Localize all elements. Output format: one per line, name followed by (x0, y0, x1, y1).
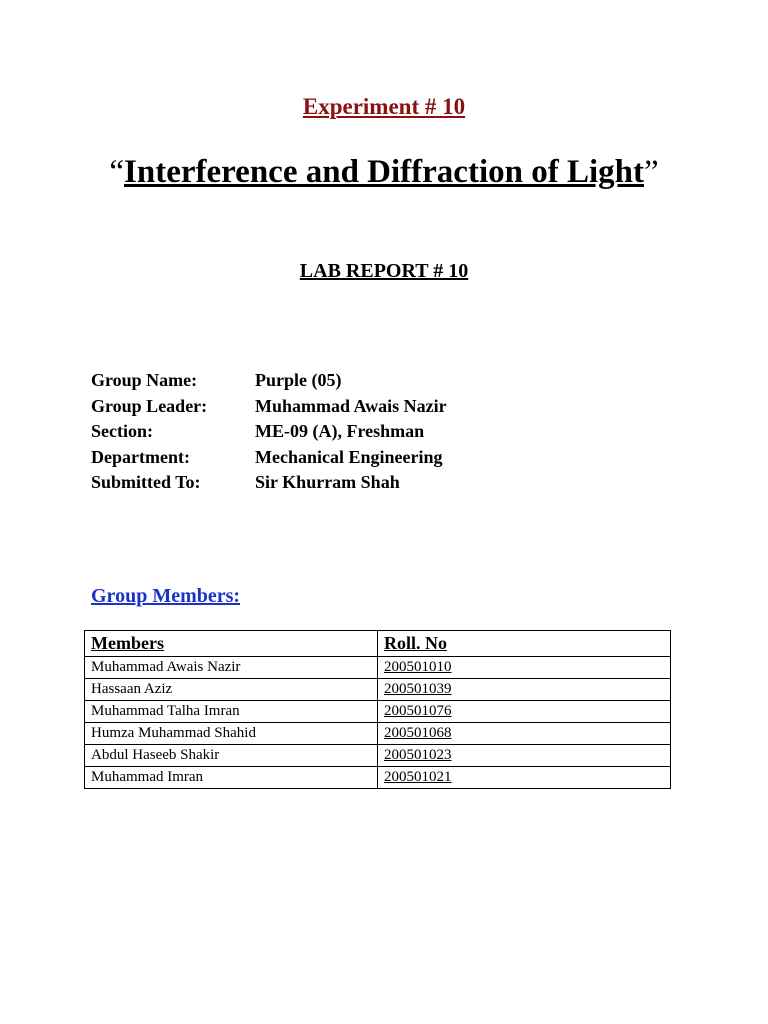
info-row (91, 370, 447, 396)
group-members-heading: Group Members: (91, 585, 241, 607)
info-value: Purple (05) (255, 370, 342, 390)
member-roll: 200501010 (378, 657, 671, 679)
table-header-row (85, 631, 671, 657)
info-label: Group Leader: (91, 395, 208, 416)
title-text: Interference and Diffraction of Light (124, 154, 644, 190)
table-row (85, 679, 671, 701)
info-value: Muhammad Awais Nazir (255, 395, 447, 416)
experiment-label: Experiment # 10 (302, 94, 466, 119)
report-title (0, 154, 768, 191)
member-roll: 200501039 (378, 679, 671, 701)
info-value: ME-09 (A), Freshman (255, 421, 425, 441)
info-value: Mechanical Engineering (255, 446, 443, 467)
table-row (85, 701, 671, 723)
info-label: Submitted To: (91, 472, 201, 492)
close-quote: ” (643, 154, 659, 190)
member-roll: 200501076 (378, 701, 671, 723)
members-column-header: Members (85, 631, 378, 657)
roll-column-header: Roll. No (378, 631, 671, 657)
members-table (84, 630, 671, 789)
info-label: Group Name: (91, 370, 198, 390)
lab-report-label: LAB REPORT # 10 (299, 260, 469, 282)
table-row (85, 745, 671, 767)
info-row (91, 396, 447, 422)
member-name: Muhammad Awais Nazir (85, 657, 378, 679)
info-label: Department: (91, 446, 190, 467)
experiment-number (0, 94, 768, 120)
info-row (91, 472, 447, 498)
info-row (91, 421, 447, 447)
group-info (91, 370, 447, 498)
member-roll: 200501023 (378, 745, 671, 767)
member-name: Muhammad Imran (85, 767, 378, 789)
lab-report-number (0, 260, 768, 283)
info-value: Sir Khurram Shah (255, 472, 400, 492)
table-row (85, 767, 671, 789)
member-roll: 200501068 (378, 723, 671, 745)
table-row (85, 723, 671, 745)
member-name: Humza Muhammad Shahid (85, 723, 378, 745)
table-row (85, 657, 671, 679)
member-roll: 200501021 (378, 767, 671, 789)
member-name: Muhammad Talha Imran (85, 701, 378, 723)
member-name: Hassaan Aziz (85, 679, 378, 701)
member-name: Abdul Haseeb Shakir (85, 745, 378, 767)
open-quote: “ (109, 154, 125, 190)
info-row (91, 447, 447, 473)
info-label: Section: (91, 421, 153, 441)
